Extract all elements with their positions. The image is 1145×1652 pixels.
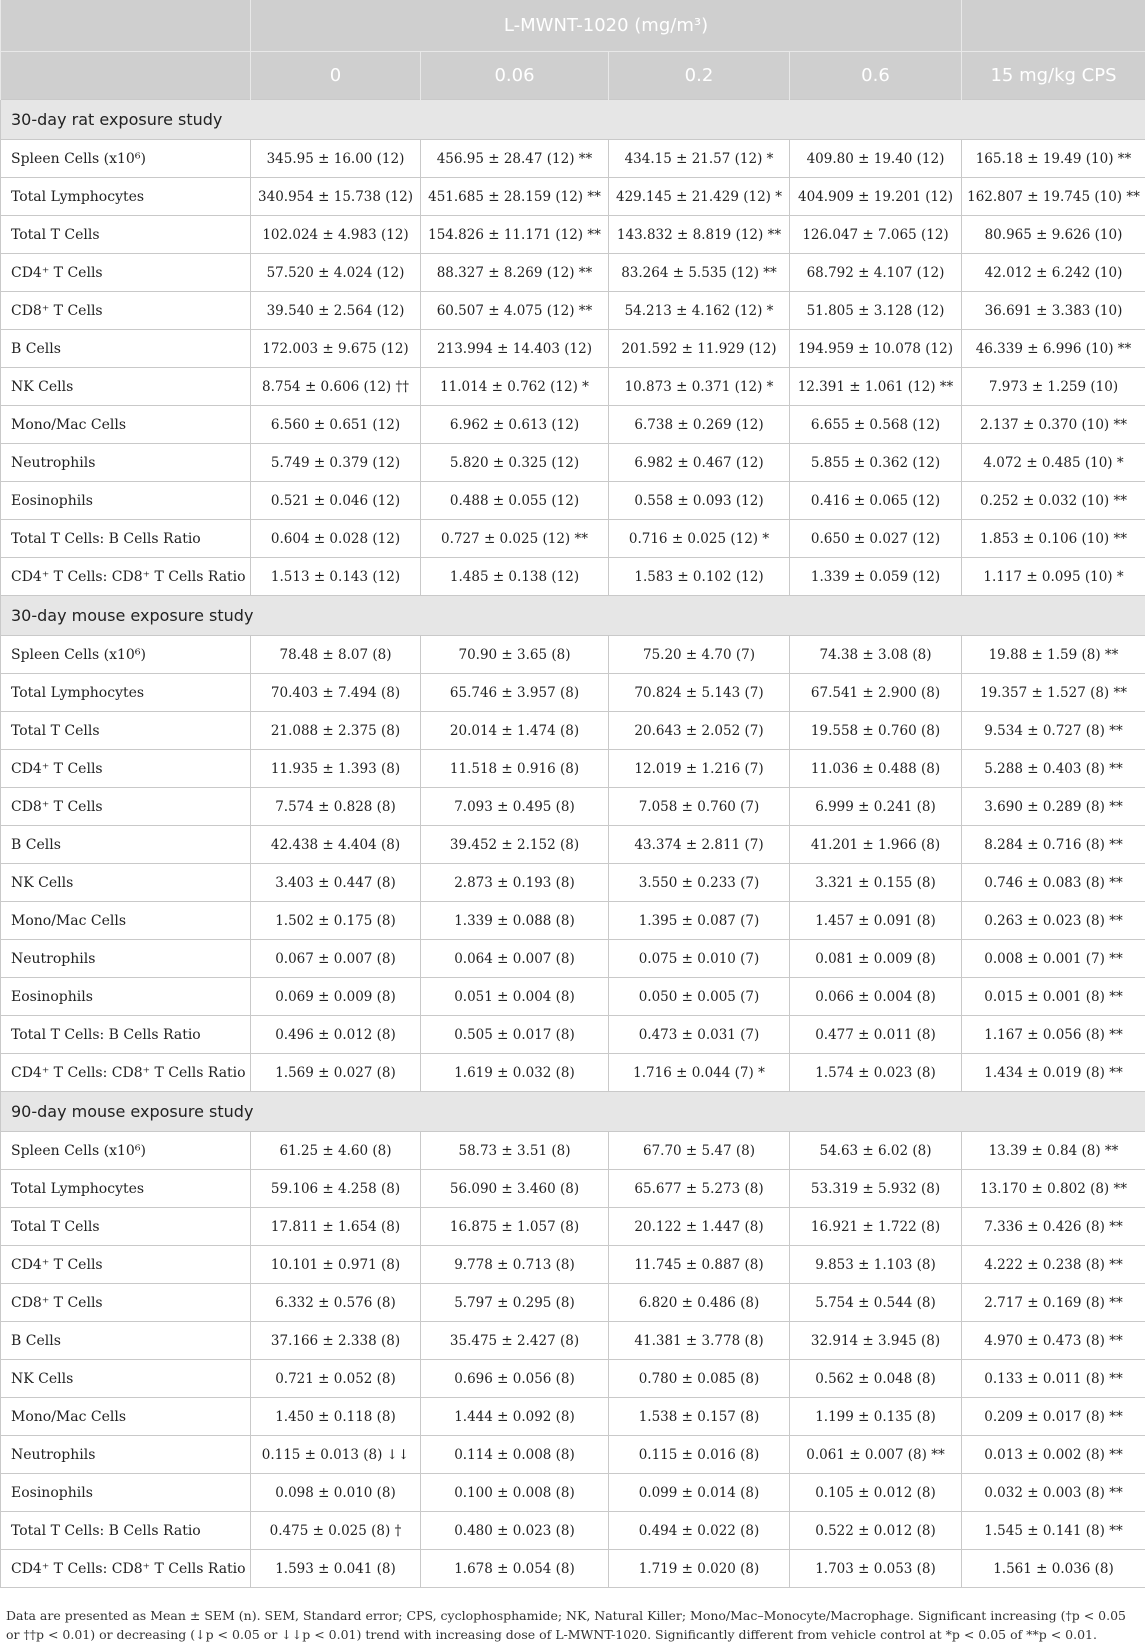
table-cell: 70.824 ± 5.143 (7) [609,674,790,712]
table-cell: 0.115 ± 0.016 (8) [609,1436,790,1474]
table-cell: 162.807 ± 19.745 (10) ** [962,178,1145,216]
table-row [1,1170,1145,1208]
row-label: Total T Cells [1,712,251,750]
table-cell: 345.95 ± 16.00 (12) [251,140,421,178]
table-cell: 75.20 ± 4.70 (7) [609,636,790,674]
table-cell: 68.792 ± 4.107 (12) [790,254,962,292]
table-cell: 60.507 ± 4.075 (12) ** [421,292,609,330]
table-cell: 0.716 ± 0.025 (12) * [609,520,790,558]
table-cell: 10.873 ± 0.371 (12) * [609,368,790,406]
table-cell: 43.374 ± 2.811 (7) [609,826,790,864]
table-cell: 51.805 ± 3.128 (12) [790,292,962,330]
table-cell: 19.357 ± 1.527 (8) ** [962,674,1145,712]
table-cell: 0.473 ± 0.031 (7) [609,1016,790,1054]
table-cell: 54.63 ± 6.02 (8) [790,1132,962,1170]
table-cell: 0.115 ± 0.013 (8) ↓↓ [251,1436,421,1474]
table-cell: 6.982 ± 0.467 (12) [609,444,790,482]
table-row [1,674,1145,712]
table-row [1,482,1145,520]
row-label: NK Cells [1,368,251,406]
table-cell: 5.797 ± 0.295 (8) [421,1284,609,1322]
table-cell: 10.101 ± 0.971 (8) [251,1246,421,1284]
table-cell: 1.457 ± 0.091 (8) [790,902,962,940]
table-cell: 1.538 ± 0.157 (8) [609,1398,790,1436]
table-cell: 8.284 ± 0.716 (8) ** [962,826,1145,864]
table-cell: 19.558 ± 0.760 (8) [790,712,962,750]
row-label: Total T Cells: B Cells Ratio [1,1512,251,1550]
table-cell: 0.069 ± 0.009 (8) [251,978,421,1016]
table-cell: 6.999 ± 0.241 (8) [790,788,962,826]
table-row [1,1512,1145,1550]
table-cell: 1.444 ± 0.092 (8) [421,1398,609,1436]
table-cell: 54.213 ± 4.162 (12) * [609,292,790,330]
table-cell: 0.133 ± 0.011 (8) ** [962,1360,1145,1398]
table-cell: 340.954 ± 15.738 (12) [251,178,421,216]
table-cell: 2.717 ± 0.169 (8) ** [962,1284,1145,1322]
table-cell: 5.754 ± 0.544 (8) [790,1284,962,1322]
table-cell: 1.545 ± 0.141 (8) ** [962,1512,1145,1550]
table-cell: 32.914 ± 3.945 (8) [790,1322,962,1360]
table-cell: 1.199 ± 0.135 (8) [790,1398,962,1436]
table-cell: 6.332 ± 0.576 (8) [251,1284,421,1322]
table-cell: 0.100 ± 0.008 (8) [421,1474,609,1512]
table-cell: 0.051 ± 0.004 (8) [421,978,609,1016]
table-row [1,520,1145,558]
table-cell: 5.855 ± 0.362 (12) [790,444,962,482]
table-cell: 1.450 ± 0.118 (8) [251,1398,421,1436]
table-cell: 6.738 ± 0.269 (12) [609,406,790,444]
table-cell: 5.288 ± 0.403 (8) ** [962,750,1145,788]
section-header-row [1,596,1145,636]
table-cell: 3.550 ± 0.233 (7) [609,864,790,902]
row-label: Spleen Cells (x10⁶) [1,140,251,178]
table-row [1,1054,1145,1092]
row-label: Total T Cells: B Cells Ratio [1,520,251,558]
table-cell: 0.081 ± 0.009 (8) [790,940,962,978]
table-cell: 57.520 ± 4.024 (12) [251,254,421,292]
table-cell: 1.703 ± 0.053 (8) [790,1550,962,1588]
table-cell: 0.263 ± 0.023 (8) ** [962,902,1145,940]
table-cell: 1.593 ± 0.041 (8) [251,1550,421,1588]
table-cell: 1.513 ± 0.143 (12) [251,558,421,596]
table-cell: 1.719 ± 0.020 (8) [609,1550,790,1588]
table-cell: 6.655 ± 0.568 (12) [790,406,962,444]
table-cell: 451.685 ± 28.159 (12) ** [421,178,609,216]
table-cell: 2.137 ± 0.370 (10) ** [962,406,1145,444]
row-label: B Cells [1,826,251,864]
table-cell: 1.561 ± 0.036 (8) [962,1550,1145,1588]
table-cell: 1.485 ± 0.138 (12) [421,558,609,596]
table-cell: 41.381 ± 3.778 (8) [609,1322,790,1360]
row-label: CD4⁺ T Cells [1,750,251,788]
header-label-spacer [1,52,251,100]
table-cell: 17.811 ± 1.654 (8) [251,1208,421,1246]
table-row [1,826,1145,864]
table-cell: 11.014 ± 0.762 (12) * [421,368,609,406]
table-row [1,216,1145,254]
header-group-label: L-MWNT-1020 (mg/m³) [251,0,962,52]
table-row [1,1284,1145,1322]
table-cell: 65.746 ± 3.957 (8) [421,674,609,712]
row-label: Neutrophils [1,444,251,482]
table-cell: 9.853 ± 1.103 (8) [790,1246,962,1284]
table-cell: 0.562 ± 0.048 (8) [790,1360,962,1398]
table-cell: 9.778 ± 0.713 (8) [421,1246,609,1284]
section-title: 30-day mouse exposure study [1,596,1145,636]
table-cell: 0.015 ± 0.001 (8) ** [962,978,1145,1016]
table-cell: 102.024 ± 4.983 (12) [251,216,421,254]
table-cell: 0.032 ± 0.003 (8) ** [962,1474,1145,1512]
table-cell: 1.339 ± 0.059 (12) [790,558,962,596]
row-label: CD4⁺ T Cells [1,1246,251,1284]
table-cell: 0.098 ± 0.010 (8) [251,1474,421,1512]
table-row [1,788,1145,826]
table-cell: 0.522 ± 0.012 (8) [790,1512,962,1550]
table-cell: 67.541 ± 2.900 (8) [790,674,962,712]
table-header [1,0,1145,100]
table-cell: 1.434 ± 0.019 (8) ** [962,1054,1145,1092]
table-cell: 7.336 ± 0.426 (8) ** [962,1208,1145,1246]
row-label: Total Lymphocytes [1,674,251,712]
column-header: 0 [251,52,421,100]
table-cell: 0.721 ± 0.052 (8) [251,1360,421,1398]
row-label: Total Lymphocytes [1,1170,251,1208]
table-cell: 1.167 ± 0.056 (8) ** [962,1016,1145,1054]
table-row [1,140,1145,178]
table-cell: 0.558 ± 0.093 (12) [609,482,790,520]
table-cell: 6.962 ± 0.613 (12) [421,406,609,444]
header-corner [1,0,251,52]
table-row [1,712,1145,750]
table-cell: 7.973 ± 1.259 (10) [962,368,1145,406]
table-row [1,978,1145,1016]
table-cell: 70.403 ± 7.494 (8) [251,674,421,712]
table-row [1,1474,1145,1512]
table-cell: 6.820 ± 0.486 (8) [609,1284,790,1322]
row-label: B Cells [1,330,251,368]
table-cell: 1.395 ± 0.087 (7) [609,902,790,940]
table-cell: 20.014 ± 1.474 (8) [421,712,609,750]
table-cell: 13.39 ± 0.84 (8) ** [962,1132,1145,1170]
table-cell: 16.921 ± 1.722 (8) [790,1208,962,1246]
table-cell: 78.48 ± 8.07 (8) [251,636,421,674]
table-cell: 61.25 ± 4.60 (8) [251,1132,421,1170]
table-cell: 5.820 ± 0.325 (12) [421,444,609,482]
row-label: Eosinophils [1,1474,251,1512]
table-cell: 172.003 ± 9.675 (12) [251,330,421,368]
table-cell: 37.166 ± 2.338 (8) [251,1322,421,1360]
table-cell: 0.252 ± 0.032 (10) ** [962,482,1145,520]
table-cell: 0.061 ± 0.007 (8) ** [790,1436,962,1474]
row-label: Neutrophils [1,940,251,978]
column-header: 0.6 [790,52,962,100]
column-header: 0.2 [609,52,790,100]
table-cell: 1.574 ± 0.023 (8) [790,1054,962,1092]
table-cell: 20.643 ± 2.052 (7) [609,712,790,750]
table-cell: 0.521 ± 0.046 (12) [251,482,421,520]
table-cell: 20.122 ± 1.447 (8) [609,1208,790,1246]
table-cell: 0.746 ± 0.083 (8) ** [962,864,1145,902]
table-row [1,1436,1145,1474]
table-cell: 0.114 ± 0.008 (8) [421,1436,609,1474]
table-cell: 126.047 ± 7.065 (12) [790,216,962,254]
row-label: Mono/Mac Cells [1,1398,251,1436]
table-cell: 0.099 ± 0.014 (8) [609,1474,790,1512]
table-cell: 409.80 ± 19.40 (12) [790,140,962,178]
table-cell: 0.604 ± 0.028 (12) [251,520,421,558]
table-cell: 154.826 ± 11.171 (12) ** [421,216,609,254]
table-cell: 1.619 ± 0.032 (8) [421,1054,609,1092]
table-cell: 56.090 ± 3.460 (8) [421,1170,609,1208]
table-cell: 11.518 ± 0.916 (8) [421,750,609,788]
table-cell: 7.058 ± 0.760 (7) [609,788,790,826]
table-cell: 0.064 ± 0.007 (8) [421,940,609,978]
table-cell: 0.475 ± 0.025 (8) † [251,1512,421,1550]
table-cell: 59.106 ± 4.258 (8) [251,1170,421,1208]
table-cell: 456.95 ± 28.47 (12) ** [421,140,609,178]
table-row [1,292,1145,330]
table-cell: 3.403 ± 0.447 (8) [251,864,421,902]
table-cell: 11.036 ± 0.488 (8) [790,750,962,788]
row-label: CD4⁺ T Cells: CD8⁺ T Cells Ratio [1,1550,251,1588]
table-cell: 429.145 ± 21.429 (12) * [609,178,790,216]
row-label: Neutrophils [1,1436,251,1474]
table-row [1,1550,1145,1588]
table-cell: 88.327 ± 8.269 (12) ** [421,254,609,292]
row-label: NK Cells [1,864,251,902]
table-cell: 12.391 ± 1.061 (12) ** [790,368,962,406]
table-cell: 201.592 ± 11.929 (12) [609,330,790,368]
table-cell: 0.496 ± 0.012 (8) [251,1016,421,1054]
table-cell: 39.452 ± 2.152 (8) [421,826,609,864]
table-cell: 4.072 ± 0.485 (10) * [962,444,1145,482]
table-row [1,330,1145,368]
table-cell: 6.560 ± 0.651 (12) [251,406,421,444]
table-cell: 74.38 ± 3.08 (8) [790,636,962,674]
table-cell: 16.875 ± 1.057 (8) [421,1208,609,1246]
table-cell: 7.574 ± 0.828 (8) [251,788,421,826]
table-row [1,902,1145,940]
table-cell: 0.696 ± 0.056 (8) [421,1360,609,1398]
header-cps-spacer [962,0,1145,52]
table-cell: 2.873 ± 0.193 (8) [421,864,609,902]
table-cell: 0.477 ± 0.011 (8) [790,1016,962,1054]
table-row [1,1246,1145,1284]
table-cell: 0.416 ± 0.065 (12) [790,482,962,520]
table-cell: 42.438 ± 4.404 (8) [251,826,421,864]
row-label: NK Cells [1,1360,251,1398]
table-cell: 9.534 ± 0.727 (8) ** [962,712,1145,750]
table-cell: 143.832 ± 8.819 (12) ** [609,216,790,254]
table-cell: 213.994 ± 14.403 (12) [421,330,609,368]
table-footnote: Data are presented as Mean ± SEM (n). SEM, Standard error; CPS, cyclophosphamide; NK, Natural Killer; Mono/Mac–Monocyte/Macrophage. Significant increasing (†p < 0.05 or ††p < 0.01) or decreasing (↓p < 0.05 or ↓↓p < 0.01) trend with increasing dose of L-MWNT-1020. Significantly different from vehicle control at *p < 0.05 of **p < 0.01. [6,1608,1126,1642]
table-cell: 21.088 ± 2.375 (8) [251,712,421,750]
table-cell: 1.502 ± 0.175 (8) [251,902,421,940]
row-label: CD8⁺ T Cells [1,788,251,826]
table-cell: 0.494 ± 0.022 (8) [609,1512,790,1550]
table-cell: 0.488 ± 0.055 (12) [421,482,609,520]
table-cell: 0.008 ± 0.001 (7) ** [962,940,1145,978]
table-cell: 39.540 ± 2.564 (12) [251,292,421,330]
column-header: 0.06 [421,52,609,100]
table-cell: 0.505 ± 0.017 (8) [421,1016,609,1054]
table-cell: 0.067 ± 0.007 (8) [251,940,421,978]
table-cell: 58.73 ± 3.51 (8) [421,1132,609,1170]
table-body [1,100,1145,1588]
table-cell: 0.650 ± 0.027 (12) [790,520,962,558]
table-cell: 0.727 ± 0.025 (12) ** [421,520,609,558]
table-row [1,864,1145,902]
table-row [1,1360,1145,1398]
table-row [1,1322,1145,1360]
table-cell: 0.075 ± 0.010 (7) [609,940,790,978]
table-cell: 5.749 ± 0.379 (12) [251,444,421,482]
table-row [1,1016,1145,1054]
table-cell: 12.019 ± 1.216 (7) [609,750,790,788]
row-label: Total T Cells [1,216,251,254]
column-header: 15 mg/kg CPS [962,52,1145,100]
table-cell: 0.209 ± 0.017 (8) ** [962,1398,1145,1436]
table-cell: 36.691 ± 3.383 (10) [962,292,1145,330]
table-row [1,636,1145,674]
table-cell: 0.050 ± 0.005 (7) [609,978,790,1016]
table-cell: 53.319 ± 5.932 (8) [790,1170,962,1208]
row-label: CD4⁺ T Cells: CD8⁺ T Cells Ratio [1,558,251,596]
table-cell: 1.853 ± 0.106 (10) ** [962,520,1145,558]
table-cell: 165.18 ± 19.49 (10) ** [962,140,1145,178]
table-cell: 0.480 ± 0.023 (8) [421,1512,609,1550]
section-header-row [1,1092,1145,1132]
section-header-row [1,100,1145,140]
section-title: 30-day rat exposure study [1,100,1145,140]
table-cell: 1.569 ± 0.027 (8) [251,1054,421,1092]
table-row [1,178,1145,216]
table-cell: 70.90 ± 3.65 (8) [421,636,609,674]
table-cell: 8.754 ± 0.606 (12) †† [251,368,421,406]
row-label: Total T Cells: B Cells Ratio [1,1016,251,1054]
table-cell: 11.745 ± 0.887 (8) [609,1246,790,1284]
row-label: Total Lymphocytes [1,178,251,216]
table-cell: 41.201 ± 1.966 (8) [790,826,962,864]
table-cell: 11.935 ± 1.393 (8) [251,750,421,788]
row-label: CD4⁺ T Cells: CD8⁺ T Cells Ratio [1,1054,251,1092]
table-cell: 0.013 ± 0.002 (8) ** [962,1436,1145,1474]
table-cell: 1.117 ± 0.095 (10) * [962,558,1145,596]
table-row [1,368,1145,406]
row-label: Eosinophils [1,482,251,520]
row-label: Total T Cells [1,1208,251,1246]
section-title: 90-day mouse exposure study [1,1092,1145,1132]
table-cell: 404.909 ± 19.201 (12) [790,178,962,216]
table-cell: 1.678 ± 0.054 (8) [421,1550,609,1588]
row-label: Mono/Mac Cells [1,902,251,940]
table-cell: 83.264 ± 5.535 (12) ** [609,254,790,292]
row-label: Spleen Cells (x10⁶) [1,1132,251,1170]
table-cell: 194.959 ± 10.078 (12) [790,330,962,368]
table-cell: 3.690 ± 0.289 (8) ** [962,788,1145,826]
table-row [1,1132,1145,1170]
row-label: B Cells [1,1322,251,1360]
row-label: CD8⁺ T Cells [1,292,251,330]
table-row [1,406,1145,444]
table-cell: 0.780 ± 0.085 (8) [609,1360,790,1398]
table-row [1,254,1145,292]
table-row [1,940,1145,978]
table-cell: 19.88 ± 1.59 (8) ** [962,636,1145,674]
table-row [1,750,1145,788]
table-row [1,1208,1145,1246]
table-cell: 3.321 ± 0.155 (8) [790,864,962,902]
table-cell: 13.170 ± 0.802 (8) ** [962,1170,1145,1208]
table-cell: 1.339 ± 0.088 (8) [421,902,609,940]
table-cell: 0.105 ± 0.012 (8) [790,1474,962,1512]
table-cell: 4.970 ± 0.473 (8) ** [962,1322,1145,1360]
table-cell: 65.677 ± 5.273 (8) [609,1170,790,1208]
row-label: CD8⁺ T Cells [1,1284,251,1322]
table-cell: 1.583 ± 0.102 (12) [609,558,790,596]
table-cell: 0.066 ± 0.004 (8) [790,978,962,1016]
row-label: CD4⁺ T Cells [1,254,251,292]
table-cell: 67.70 ± 5.47 (8) [609,1132,790,1170]
table-cell: 434.15 ± 21.57 (12) * [609,140,790,178]
table-row [1,558,1145,596]
table-row [1,444,1145,482]
row-label: Spleen Cells (x10⁶) [1,636,251,674]
table-cell: 80.965 ± 9.626 (10) [962,216,1145,254]
row-label: Eosinophils [1,978,251,1016]
row-label: Mono/Mac Cells [1,406,251,444]
table-row [1,1398,1145,1436]
table-cell: 4.222 ± 0.238 (8) ** [962,1246,1145,1284]
table-cell: 1.716 ± 0.044 (7) * [609,1054,790,1092]
table-cell: 42.012 ± 6.242 (10) [962,254,1145,292]
table-cell: 46.339 ± 6.996 (10) ** [962,330,1145,368]
table-cell: 7.093 ± 0.495 (8) [421,788,609,826]
table-cell: 35.475 ± 2.427 (8) [421,1322,609,1360]
